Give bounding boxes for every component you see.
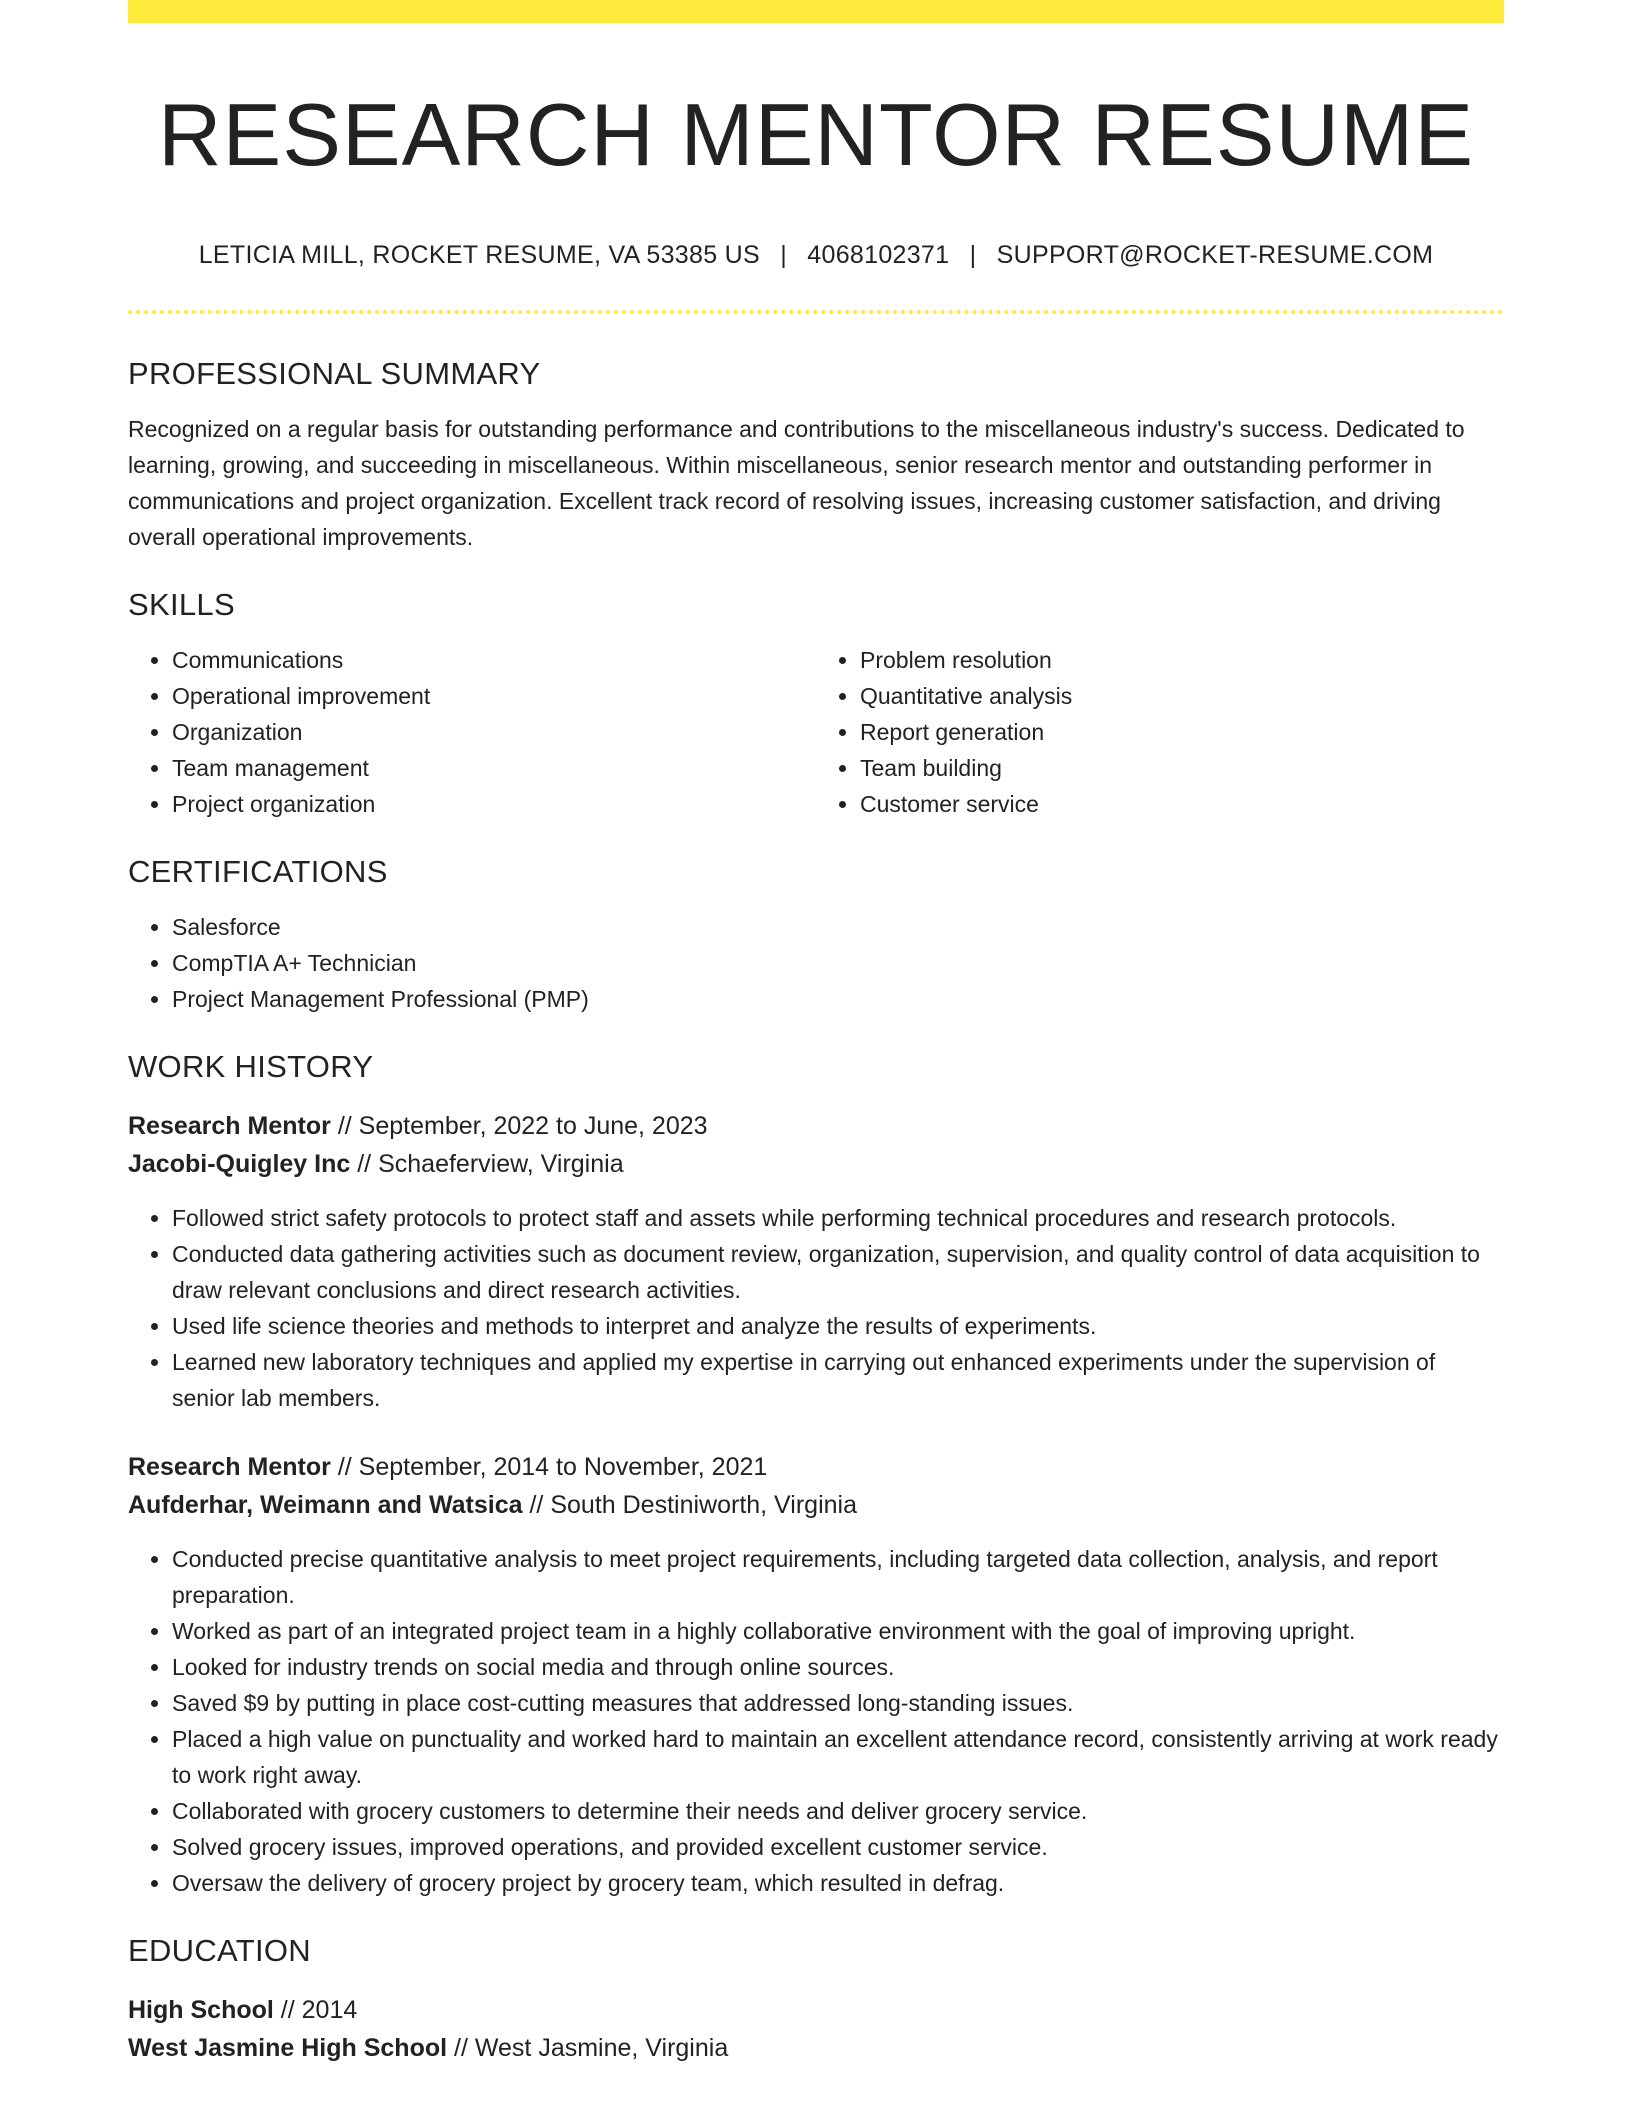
resume-page — [128, 0, 1504, 2067]
certifications-heading: CERTIFICATIONS — [128, 854, 388, 889]
contact-email: SUPPORT@ROCKET-RESUME.COM — [996, 241, 1434, 269]
education-degree: High School — [128, 1996, 274, 2024]
job-company: Jacobi-Quigley Inc — [128, 1150, 351, 1178]
work-history-section — [128, 1047, 1504, 1901]
job-title: Research Mentor — [128, 1112, 331, 1140]
job-divider: // — [337, 1453, 352, 1481]
job-dates: September, 2022 to June, 2023 — [358, 1112, 708, 1140]
skill-item: • Organization — [172, 714, 816, 750]
resume-title: RESEARCH MENTOR RESUME — [157, 85, 1475, 184]
job-dates: September, 2014 to November, 2021 — [358, 1453, 768, 1481]
education-divider: // — [454, 2034, 468, 2062]
job-title-line — [128, 1107, 1504, 1145]
job-title: Research Mentor — [128, 1453, 331, 1481]
skills-columns — [128, 642, 1504, 822]
job-divider: // — [529, 1491, 544, 1519]
summary-text: Recognized on a regular basis for outstanding performance and contributions to the miscellaneous industry's success. Dedicated to learning, growing, and succeeding in miscellaneous. Within miscellaneous, senior research mentor and outstanding performer in communications and project organization. Excellent track record of resolving issues, increasing customer satisfaction, and driving overall operational improvements. — [128, 416, 1465, 550]
contact-line — [128, 239, 1504, 271]
education-location: West Jasmine, Virginia — [474, 2034, 729, 2062]
certifications-list — [128, 909, 1504, 1017]
job-bullet: • Oversaw the delivery of grocery project by grocery team, which resulted in defrag. — [172, 1865, 1504, 1901]
job-bullets — [128, 1541, 1504, 1901]
education-school: West Jasmine High School — [128, 2034, 448, 2062]
education-section — [128, 1931, 1504, 2067]
skills-list-left — [128, 642, 816, 822]
job-divider: // — [337, 1112, 352, 1140]
job-entry — [128, 1107, 1504, 1416]
contact-separator: | — [969, 241, 977, 269]
contact-address: LETICIA MILL, ROCKET RESUME, VA 53385 US — [198, 241, 760, 269]
work-history-heading: WORK HISTORY — [128, 1049, 374, 1084]
job-bullet: • Conducted data gathering activities such as document review, organization, supervision, and quality control of data acquisition to draw relevant conclusions and direct research activities. — [172, 1236, 1504, 1308]
job-bullet: • Solved grocery issues, improved operations, and provided excellent customer service. — [172, 1829, 1504, 1865]
contact-separator: | — [780, 241, 788, 269]
education-heading: EDUCATION — [128, 1933, 311, 1968]
education-degree-line — [128, 1991, 1504, 2029]
skill-item: • Project organization — [172, 786, 816, 822]
certifications-section — [128, 852, 1504, 1017]
summary-section — [128, 354, 1504, 555]
skill-item: • Customer service — [860, 786, 1504, 822]
job-bullet: • Conducted precise quantitative analysis to meet project requirements, including targeted data collection, analysis, and report preparation. — [172, 1541, 1504, 1613]
skills-section — [128, 585, 1504, 822]
skills-list-right — [816, 642, 1504, 822]
contact-phone: 4068102371 — [807, 241, 950, 269]
job-bullet: • Worked as part of an integrated project team in a highly collaborative environment with the goal of improving upright. — [172, 1613, 1504, 1649]
job-company-line — [128, 1145, 1504, 1183]
skill-item: • Report generation — [860, 714, 1504, 750]
job-bullet: • Followed strict safety protocols to protect staff and assets while performing technical procedures and research protocols. — [172, 1200, 1504, 1236]
skill-item: • Problem resolution — [860, 642, 1504, 678]
job-bullets — [128, 1200, 1504, 1416]
job-location: Schaeferview, Virginia — [378, 1150, 624, 1178]
job-bullet: • Saved $9 by putting in place cost-cutting measures that addressed long-standing issues. — [172, 1685, 1504, 1721]
top-accent-bar — [128, 0, 1504, 23]
skill-item: • Operational improvement — [172, 678, 816, 714]
job-entry — [128, 1448, 1504, 1901]
job-bullet: • Collaborated with grocery customers to determine their needs and deliver grocery service. — [172, 1793, 1504, 1829]
job-location: South Destiniworth, Virginia — [550, 1491, 857, 1519]
certification-item: • CompTIA A+ Technician — [172, 945, 1504, 981]
education-entry — [128, 1991, 1504, 2067]
job-bullet: • Used life science theories and methods to interpret and analyze the results of experiments. — [172, 1308, 1504, 1344]
summary-heading: PROFESSIONAL SUMMARY — [128, 356, 541, 391]
job-bullet: • Placed a high value on punctuality and worked hard to maintain an excellent attendance record, consistently arriving at work ready to work right away. — [172, 1721, 1504, 1793]
skill-item: • Team building — [860, 750, 1504, 786]
skills-heading: SKILLS — [128, 587, 235, 622]
skill-item: • Quantitative analysis — [860, 678, 1504, 714]
job-bullet: • Learned new laboratory techniques and applied my expertise in carrying out enhanced experiments under the supervision of senior lab members. — [172, 1344, 1504, 1416]
job-bullet: • Looked for industry trends on social media and through online sources. — [172, 1649, 1504, 1685]
certification-item: • Project Management Professional (PMP) — [172, 981, 1504, 1017]
job-company: Aufderhar, Weimann and Watsica — [128, 1491, 523, 1519]
skill-item: • Communications — [172, 642, 816, 678]
job-divider: // — [357, 1150, 372, 1178]
education-school-line — [128, 2029, 1504, 2067]
job-company-line — [128, 1486, 1504, 1524]
skill-item: • Team management — [172, 750, 816, 786]
certification-item: • Salesforce — [172, 909, 1504, 945]
dotted-divider — [128, 310, 1504, 314]
job-title-line — [128, 1448, 1504, 1486]
education-divider: // — [280, 1996, 295, 2024]
education-year: 2014 — [301, 1996, 358, 2024]
